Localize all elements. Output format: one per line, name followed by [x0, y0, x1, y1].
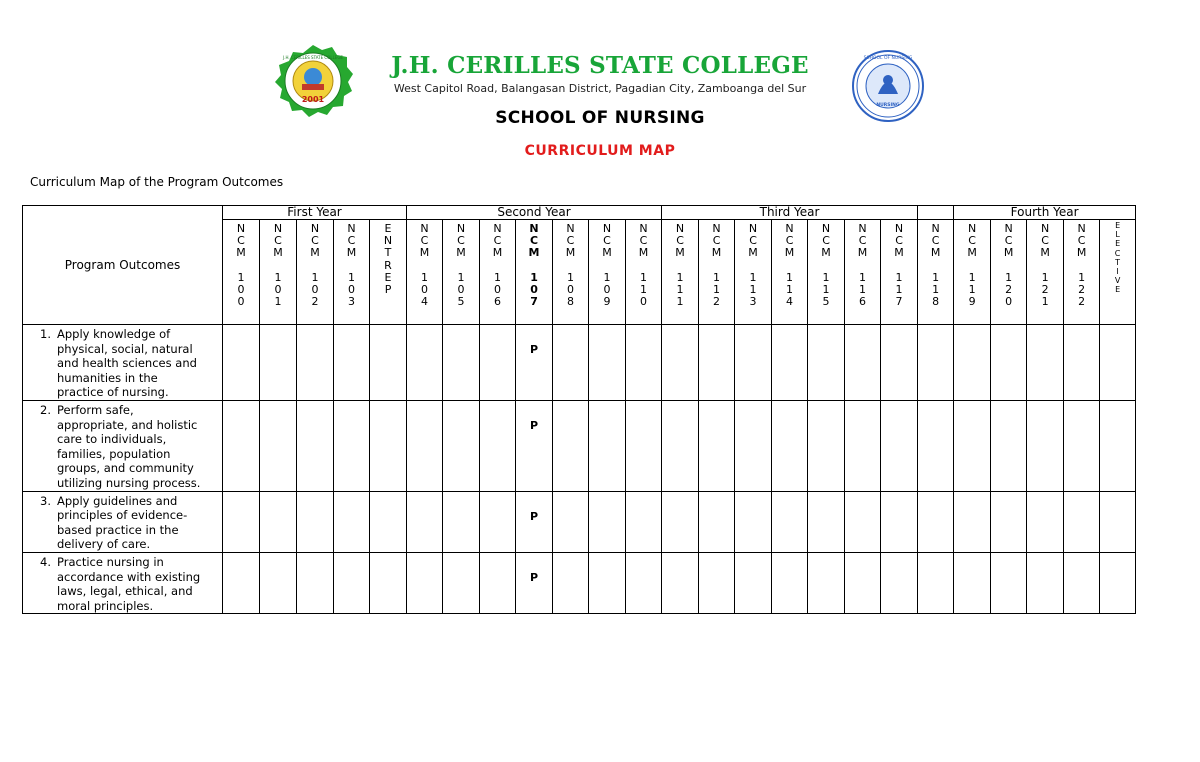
mapping-cell [699, 400, 735, 491]
mapping-cell [223, 325, 260, 401]
course-code-header [516, 220, 553, 325]
mapping-cell [626, 491, 662, 552]
mapping-cell [662, 491, 699, 552]
mapping-cell [808, 400, 845, 491]
mapping-cell [918, 491, 954, 552]
mapping-cell [480, 491, 516, 552]
mapping-cell [845, 552, 881, 613]
mapping-cell [772, 491, 808, 552]
svg-text:SCHOOL OF NURSING: SCHOOL OF NURSING [863, 56, 913, 61]
course-code-header [881, 220, 918, 325]
mapping-cell: P [516, 400, 553, 491]
course-code-header [297, 220, 334, 325]
mapping-cell [443, 325, 480, 401]
curriculum-map-table [22, 205, 1136, 614]
mapping-cell [772, 400, 808, 491]
program-outcomes-header: Program Outcomes [23, 206, 223, 325]
svg-text:2001: 2001 [301, 95, 325, 104]
outcome-row [23, 491, 1136, 552]
mapping-cell [845, 400, 881, 491]
mapping-cell [626, 325, 662, 401]
year-header: Fourth Year [954, 206, 1136, 220]
mapping-cell [297, 552, 334, 613]
year-header: Second Year [407, 206, 662, 220]
mapping-cell [991, 325, 1027, 401]
course-code-header [1027, 220, 1064, 325]
course-code-label: N C M 1 0 0 [236, 222, 246, 309]
outcome-text: Perform safe, appropriate, and holistic care to individuals, families, population groups, and community utilizing nursing process. [57, 402, 201, 490]
mapping-cell [553, 325, 589, 401]
mapping-cell [954, 552, 991, 613]
course-code-label: N C M 1 2 1 [1040, 222, 1050, 309]
mapping-cell [334, 325, 370, 401]
svg-text:NURSING: NURSING [876, 103, 900, 108]
outcome-row [23, 325, 1136, 401]
course-code-header [407, 220, 443, 325]
mapping-cell [735, 325, 772, 401]
mapping-cell [991, 400, 1027, 491]
mapping-cell [407, 325, 443, 401]
outcome-text: Practice nursing in accordance with existing laws, legal, ethical, and moral principles. [57, 554, 201, 613]
course-code-label: N C M 1 0 5 [456, 222, 466, 309]
mapping-cell [662, 325, 699, 401]
mapping-cell [260, 325, 297, 401]
mapping-cell: P [516, 325, 553, 401]
mapping-cell [370, 325, 407, 401]
mapping-cell [1100, 325, 1136, 401]
mapping-cell [918, 325, 954, 401]
course-code-header [845, 220, 881, 325]
mapping-cell [589, 552, 626, 613]
mapping-cell [1027, 325, 1064, 401]
year-header: First Year [223, 206, 407, 220]
mapping-cell [1064, 491, 1100, 552]
mapping-cell [699, 491, 735, 552]
mapping-cell [334, 400, 370, 491]
course-code-header [370, 220, 407, 325]
mapping-cell [772, 325, 808, 401]
course-code-header [954, 220, 991, 325]
course-code-label: N C M 1 1 5 [821, 222, 831, 309]
mapping-cell [954, 491, 991, 552]
mapping-cell: P [516, 552, 553, 613]
mapping-cell [1100, 400, 1136, 491]
mapping-cell [370, 400, 407, 491]
mapping-cell [662, 552, 699, 613]
college-name: J.H. CERILLES STATE COLLEGE [391, 52, 809, 79]
outcome-number: 2. [40, 402, 51, 417]
mapping-cell [1027, 491, 1064, 552]
mapping-cell [443, 491, 480, 552]
mapping-cell [260, 552, 297, 613]
outcome-cell [23, 325, 223, 401]
mapping-cell [808, 325, 845, 401]
course-code-label: N C M 1 0 6 [492, 222, 503, 309]
mapping-cell [1027, 400, 1064, 491]
mapping-cell [443, 400, 480, 491]
mapping-cell [772, 552, 808, 613]
mapping-cell [1100, 491, 1136, 552]
mapping-cell [808, 491, 845, 552]
course-code-label: N C M 1 1 4 [784, 222, 795, 309]
mapping-cell [589, 491, 626, 552]
mapping-cell [443, 552, 480, 613]
year-header [918, 206, 954, 220]
course-code-label: N C M 1 1 1 [675, 222, 685, 309]
course-code-header [223, 220, 260, 325]
mapping-cell [480, 552, 516, 613]
course-code-header [443, 220, 480, 325]
mapping-cell [845, 325, 881, 401]
mapping-cell [297, 400, 334, 491]
outcome-row [23, 552, 1136, 613]
mapping-cell [370, 491, 407, 552]
mapping-cell [881, 491, 918, 552]
course-code-header [480, 220, 516, 325]
mapping-cell [662, 400, 699, 491]
course-code-label: N C M 1 0 8 [565, 222, 576, 309]
outcome-number: 4. [40, 554, 51, 569]
mapping-cell [480, 400, 516, 491]
mapping-cell [735, 552, 772, 613]
mapping-cell [223, 491, 260, 552]
course-code-header [553, 220, 589, 325]
mapping-cell [626, 552, 662, 613]
outcome-number: 3. [40, 493, 51, 508]
mapping-cell [845, 491, 881, 552]
mapping-cell [334, 552, 370, 613]
mapping-cell [991, 491, 1027, 552]
mapping-cell [223, 552, 260, 613]
year-header-row [23, 206, 1136, 220]
course-code-label: N C M 1 0 1 [273, 222, 283, 309]
mapping-cell [553, 400, 589, 491]
mapping-cell [589, 325, 626, 401]
course-code-label: E L E C T I V E [1114, 221, 1121, 295]
course-code-header [918, 220, 954, 325]
outcome-row [23, 400, 1136, 491]
course-code-label: E N T R E P [383, 222, 393, 297]
course-code-label: N C M 1 1 0 [638, 222, 649, 309]
course-code-header [991, 220, 1027, 325]
mapping-cell [881, 400, 918, 491]
course-code-label: N C M 1 0 9 [602, 222, 612, 309]
mapping-cell: P [516, 491, 553, 552]
outcome-number: 1. [40, 327, 51, 341]
course-code-header [772, 220, 808, 325]
course-code-header [1100, 220, 1136, 325]
school-name: SCHOOL OF NURSING [495, 108, 705, 128]
course-code-header [1064, 220, 1100, 325]
mapping-cell [407, 400, 443, 491]
mapping-cell [808, 552, 845, 613]
course-code-label: N C M 1 1 6 [857, 222, 868, 309]
mapping-cell [1100, 552, 1136, 613]
mapping-cell [918, 400, 954, 491]
course-code-label: N C M 1 2 2 [1076, 222, 1087, 309]
mapping-cell [480, 325, 516, 401]
course-code-label: N C M 1 0 2 [310, 222, 320, 309]
mapping-cell [881, 325, 918, 401]
course-code-label: N C M 1 1 8 [930, 222, 941, 309]
mapping-cell [553, 552, 589, 613]
mapping-cell [370, 552, 407, 613]
course-code-label: N C M 1 1 2 [711, 222, 722, 309]
outcome-cell [23, 400, 223, 491]
mapping-cell [407, 491, 443, 552]
mapping-cell [297, 491, 334, 552]
course-code-label: N C M 1 1 9 [967, 222, 977, 309]
mapping-cell [1027, 552, 1064, 613]
course-code-label: N C M 1 1 7 [894, 222, 904, 309]
course-code-header [626, 220, 662, 325]
mapping-cell [334, 491, 370, 552]
mapping-cell [407, 552, 443, 613]
mapping-cell [735, 491, 772, 552]
mapping-cell [881, 552, 918, 613]
course-code-label: N C M 1 0 7 [528, 222, 540, 309]
course-code-label: N C M 1 0 3 [346, 222, 357, 309]
mapping-cell [626, 400, 662, 491]
outcome-cell [23, 491, 223, 552]
mapping-cell [1064, 552, 1100, 613]
mapping-cell [954, 325, 991, 401]
svg-text:J.H. CERILLES STATE COLLEGE: J.H. CERILLES STATE COLLEGE [283, 55, 343, 60]
year-header: Third Year [662, 206, 918, 220]
mapping-cell [735, 400, 772, 491]
mapping-cell [918, 552, 954, 613]
course-code-header [334, 220, 370, 325]
mapping-cell [991, 552, 1027, 613]
course-code-header [589, 220, 626, 325]
college-address: West Capitol Road, Balangasan District, Pagadian City, Zamboanga del Sur [393, 82, 807, 95]
mapping-cell [954, 400, 991, 491]
outcome-text: Apply knowledge of physical, social, natural and health sciences and humanities in the practice of nursing. [57, 327, 197, 400]
document-title: CURRICULUM MAP [524, 143, 676, 159]
course-code-label: N C M 1 2 0 [1003, 222, 1014, 309]
mapping-cell [699, 552, 735, 613]
course-code-header [260, 220, 297, 325]
course-code-header [699, 220, 735, 325]
mapping-cell [1064, 400, 1100, 491]
outcome-cell [23, 552, 223, 613]
mapping-cell [297, 325, 334, 401]
outcome-text: Apply guidelines and principles of evidence-based practice in the delivery of care. [57, 493, 188, 552]
mapping-cell [699, 325, 735, 401]
mapping-cell [553, 491, 589, 552]
table-caption: Curriculum Map of the Program Outcomes [30, 175, 284, 189]
course-code-header [735, 220, 772, 325]
mapping-cell [589, 400, 626, 491]
course-code-label: N C M 1 1 3 [748, 222, 758, 309]
mapping-cell [1064, 325, 1100, 401]
mapping-cell [260, 400, 297, 491]
course-code-label: N C M 1 0 4 [419, 222, 430, 309]
mapping-cell [223, 400, 260, 491]
course-code-header [808, 220, 845, 325]
course-code-header [662, 220, 699, 325]
mapping-cell [260, 491, 297, 552]
